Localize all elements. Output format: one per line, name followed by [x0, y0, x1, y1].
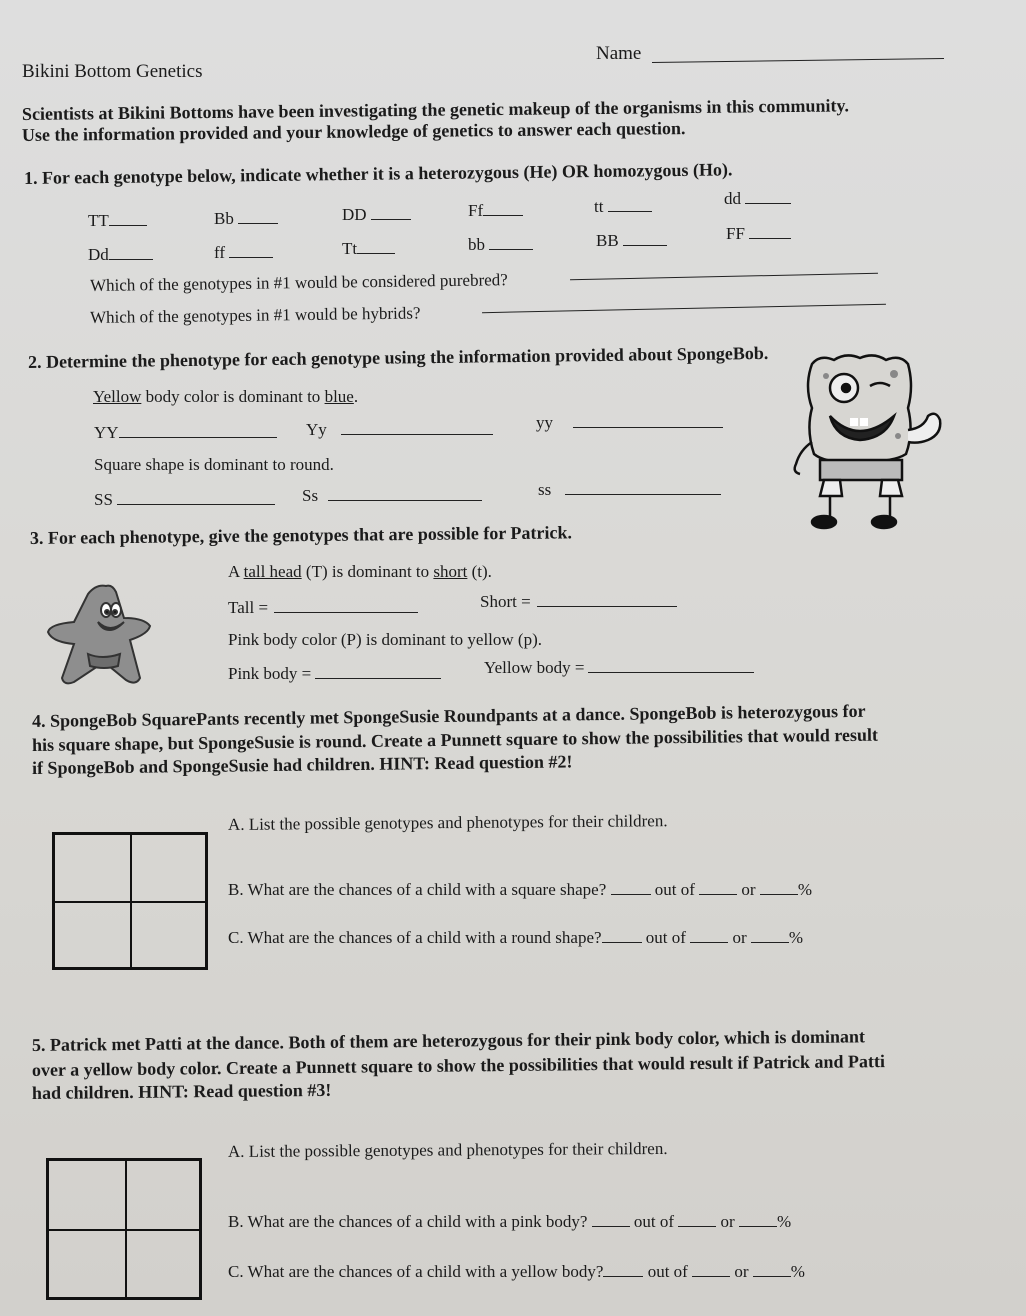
q5-b: B. What are the chances of a child with a pink body? out of or %: [228, 1212, 792, 1231]
q2-rule-shape: Square shape is dominant to round.: [94, 455, 334, 474]
q5-line-1: 5. Patrick met Patti at the dance. Both of them are heterozygous for their pink body color, which is dominant: [31, 1026, 866, 1055]
short-word: short: [433, 562, 468, 581]
q3-rule-height: A tall head (T) is dominant to short (t).: [228, 562, 492, 581]
name-line[interactable]: [652, 58, 944, 63]
blue-word: blue: [324, 387, 354, 406]
q1-hybrid-line[interactable]: [482, 304, 886, 313]
q1-genotype: ff: [214, 243, 273, 263]
q1-genotype: tt: [594, 197, 652, 217]
q3-rule-color: Pink body color (P) is dominant to yellow (p).: [228, 630, 543, 649]
spongebob-illustration: [790, 346, 950, 532]
q5-line-2: over a yellow body color. Create a Punnett square to show the possibilities that would result if Patrick and Patti: [31, 1051, 886, 1080]
q1-genotype: dd: [724, 189, 791, 209]
worksheet-title: Bikini Bottom Genetics: [22, 61, 203, 82]
q1-genotype: FF: [726, 224, 791, 244]
q4-a: A. List the possible genotypes and phenotypes for their children.: [227, 811, 668, 834]
q1-genotype: Bb: [214, 209, 278, 229]
intro-line-2: Use the information provided and your knowledge of genetics to answer each question.: [21, 118, 686, 145]
intro-line-1: Scientists at Bikini Bottoms have been investigating the genetic makeup of the organisms in this community.: [21, 95, 850, 124]
q1-genotype: Dd: [88, 245, 153, 265]
q2-genotype-Yy: Yy: [306, 420, 493, 440]
q4-c: C. What are the chances of a child with a round shape? out of or %: [228, 928, 804, 947]
name-label: Name: [596, 43, 642, 64]
patrick-illustration: [44, 582, 154, 690]
q1-genotype: TT: [88, 211, 147, 231]
q5-a: A. List the possible genotypes and phenotypes for their children.: [227, 1138, 668, 1161]
q4-line-2: his square shape, but SpongeSusie is round. Create a Punnett square to show the possibilities that would result: [31, 724, 879, 755]
q1-hybrid-question: Which of the genotypes in #1 would be hybrids?: [89, 303, 421, 327]
q1-purebred-question: Which of the genotypes in #1 would be considered purebred?: [89, 270, 508, 295]
q5-c: C. What are the chances of a child with a yellow body? out of or %: [228, 1262, 805, 1281]
q1-genotype: DD: [342, 205, 411, 225]
q2-rule-color: Yellow body color is dominant to blue.: [93, 387, 359, 406]
q3-pink: Pink body =: [228, 664, 441, 684]
q2-genotype-SS: SS: [94, 490, 275, 510]
q5-line-3: had children. HINT: Read question #3!: [31, 1079, 332, 1103]
q3-short: Short =: [480, 592, 677, 612]
yellow-word: Yellow: [93, 387, 142, 406]
q1-genotype: BB: [596, 231, 667, 251]
q3-yellow: Yellow body =: [484, 658, 754, 678]
q3-prompt: 3. For each phenotype, give the genotypes that are possible for Patrick.: [29, 522, 573, 548]
q2-genotype-YY: YY: [94, 423, 277, 443]
q1-prompt: 1. For each genotype below, indicate whether it is a heterozygous (He) OR homozygous (Ho).: [23, 159, 733, 188]
q1-genotype: bb: [468, 235, 533, 255]
q2-genotype-ss: ss: [538, 480, 721, 500]
q4-punnett-square[interactable]: [52, 832, 208, 970]
q3-tall: Tall =: [228, 598, 418, 618]
q1-purebred-line[interactable]: [570, 273, 878, 280]
q4-line-3: if SpongeBob and SpongeSusie had children. HINT: Read question #2!: [31, 751, 573, 778]
q2-genotype-yy: yy: [536, 413, 723, 433]
q1-genotype: Ff: [468, 201, 523, 221]
q2-genotype-Ss: Ss: [302, 486, 482, 506]
q2-prompt: 2. Determine the phenotype for each genotype using the information provided about SpongeBob.: [27, 342, 769, 372]
q1-genotype: Tt: [342, 239, 395, 259]
tall-head-word: tall head: [243, 562, 302, 581]
q5-punnett-square[interactable]: [46, 1158, 202, 1300]
q4-b: B. What are the chances of a child with a square shape? out of or %: [228, 880, 812, 899]
q4-line-1: 4. SpongeBob SquarePants recently met SpongeSusie Roundpants at a dance. SpongeBob is heterozygous for: [31, 700, 866, 731]
